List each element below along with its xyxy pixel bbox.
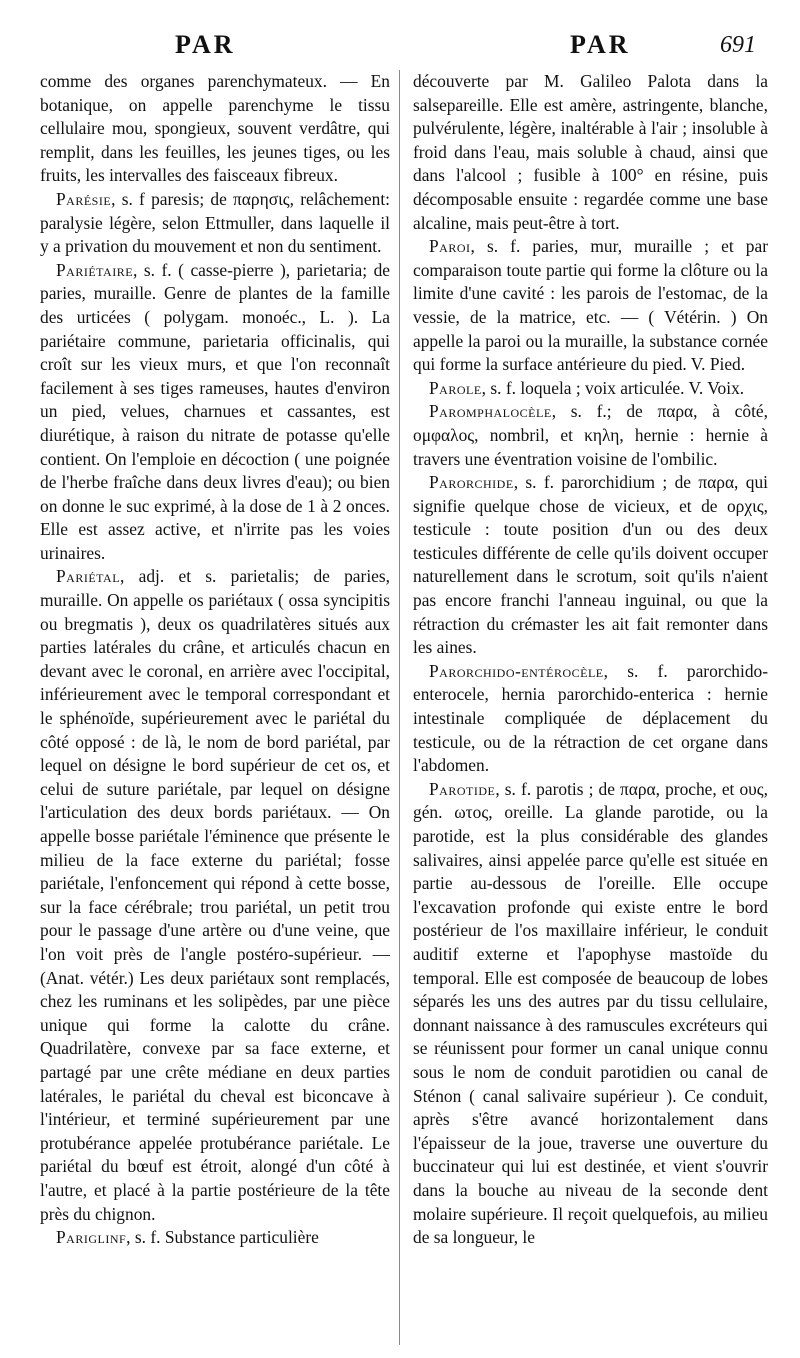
headword: Paromphalocèle: [429, 401, 552, 422]
headword: Paroi: [429, 236, 471, 257]
running-head: [0, 30, 800, 66]
headword: Pariétal: [56, 566, 121, 587]
entry-parole: Parole, s. f. loquela ; voix articulée. V. Voix.: [429, 377, 745, 398]
headword: Parorchido-entérocèle: [429, 660, 604, 681]
entry-paroi: Paroi, s. f. paries, mur, muraille ; et par comparaison toute partie qui forme la clôture ou la limite d'une cavité : les parois de l'estomac, de la vessie, de la matrice, etc. — ( Vétérin. ) On appelle la paroi ou la muraille, la substance cornée qui forme la surface antérieure du pied. V. Pied.: [413, 236, 768, 375]
running-head-left: PAR: [175, 30, 236, 59]
headword: Parole: [429, 377, 482, 398]
left-column: [40, 70, 390, 1250]
headword: Pariglinf: [56, 1227, 127, 1248]
headword: Parotide: [429, 778, 496, 799]
entry-parorchido-enterocele: Parorchido-entérocèle, s. f. parorchido-enterocele, hernia parorchido-enterica : hernie intestinale compliquée de déplacement du testicule, ou de la rétraction de cet organe dans l'abdomen.: [413, 660, 768, 776]
entry-paresie: Parésie, s. f paresis; de παρησις, relâchement: paralysie légère, selon Ettmuller, dans laquelle il y a privation du mouvement et non du sentiment.: [40, 188, 390, 257]
running-head-right: PAR: [570, 30, 631, 59]
headword: Pariétaire: [56, 259, 134, 280]
entry-continuation: découverte par M. Galileo Palota dans la salsepareille. Elle est amère, astringente, blanche, pulvérulente, légère, inaltérable à l'air ; insoluble à froid dans l'eau, mais soluble à chaud, ainsi que dans l'alcool ; fusible à 100° en résine, puis décomposable ensuite : regardée comme une base alcaline, mais peut-être à tort.: [413, 71, 768, 233]
entry-parigline: Pariglinf, s. f. Substance particulière: [56, 1227, 319, 1248]
page-number: 691: [720, 32, 756, 58]
entry-parietal: Pariétal, adj. et s. parietalis; de paries, muraille. On appelle os pariétaux ( ossa syncipitis ou bregmatis ), deux os quadrilatères situés aux parties latérales du crâne, et articulés chacun en devant avec le coronal, en arrière avec l'occipital, inférieurement avec le temporal correspondant et le sphénoïde, supérieurement avec le pariétal du côté opposé : de là, le nom de bord pariétal, par lequel on désigne le bord supérieur de cet os, et celui de suture pariétale, par lequel on désigne l'articulation des deux bords pariétaux. — On appelle bosse pariétale l'éminence que présente le milieu de la face externe du pariétal; fosse pariétale, l'enfoncement qui répond à cette bosse, sur la face cérébrale; trou pariétal, un petit trou pour le passage d'une artère ou d'une veine, que l'on voit près de l'angle postéro-supérieur. — (Anat. vétér.) Les deux pariétaux sont remplacés, chez les ruminans et les solipèdes, par une pièce unique qui forme la calotte du crâne. Quadrilatère, convexe par sa face externe, et partagé par une crête médiane en deux parties latérales, le pariétal du cheval est biconcave à l'intérieur, et terminé supérieurement par une protubérance appelée protubérance pariétale. Le pariétal du bœuf est étroit, alongé d'un côté à l'autre, et placé à la partie postérieure de la tête près du chignon.: [40, 566, 390, 1224]
column-divider: [399, 70, 400, 1345]
headword: Parorchide: [429, 472, 514, 493]
entry-continuation: comme des organes parenchymateux. — En botanique, on appelle parenchyme le tissu cellulaire mou, spongieux, souvent verdâtre, qui remplit, dans les feuilles, les jeunes tiges, ou les fruits, les intervalles des faisceaux fibreux.: [40, 71, 390, 186]
entry-parietaire: Pariétaire, s. f. ( casse-pierre ), parietaria; de paries, muraille. Genre de plantes de la famille des urticées ( polygam. monoéc., L. ). La pariétaire commune, parietaria officinalis, qui croît sur les vieux murs, et que l'on reconnaît facilement à ses tiges rameuses, hautes d'environ un pied, velues, charnues et cassantes, est diurétique, à raison du nitrate de potasse qu'elle contient. On l'emploie en décoction ( une poignée de l'herbe fraîche dans deux livres d'eau); ou bien on donne le suc exprimé, à la dose de 1 à 2 onces. Elle est assez active, et n'irrite pas les voies urinaires.: [40, 259, 390, 563]
entry-paromphalocele: Paromphalocèle, s. f.; de παρα, à côté, ομφαλος, nombril, et κηλη, hernie : hernie à travers une éventration voisine de l'ombilic.: [413, 401, 768, 469]
right-column: [413, 70, 768, 1250]
headword: Parésie: [56, 188, 112, 209]
entry-parotide: Parotide, s. f. parotis ; de παρα, proche, et ους, gén. ωτος, oreille. La glande parotide, ou la parotide, est la plus considérable des glandes salivaires, ainsi appelée parce qu'elle est située en partie au-dessous de l'oreille. Elle occupe l'excavation profonde qui existe entre le bord postérieur de l'os maxillaire inférieur, le conduit auditif externe et l'apophyse mastoïde du temporal. Elle est composée de beaucoup de lobes séparés les uns des autres par du tissu cellulaire, donnant naissance à des ramuscules excréteurs qui se réunissent pour former un canal unique connu sous le nom de conduit parotidien ou canal de Sténon ( canal salivaire supérieur ). Ce conduit, après s'être avancé horizontalement dans l'épaisseur de la joue, traverse une ouverture du buccinateur qui lui est destinée, et vient s'ouvrir dans la bouche au niveau de la seconde dent molaire supérieure. Il reçoit quelquefois, au milieu de sa longueur, le: [413, 778, 768, 1248]
entry-parorchide: Parorchide, s. f. parorchidium ; de παρα, qui signifie quelque chose de vicieux, et de ορχις, testicule : toute position d'un ou des deux testicules différente de celle qu'ils doivent occuper naturellement dans le scrotum, soit qu'ils n'aient pas encore franchi l'anneau inguinal, ou que la rétraction du crémaster les ait fait remonter dans les aines.: [413, 472, 768, 658]
